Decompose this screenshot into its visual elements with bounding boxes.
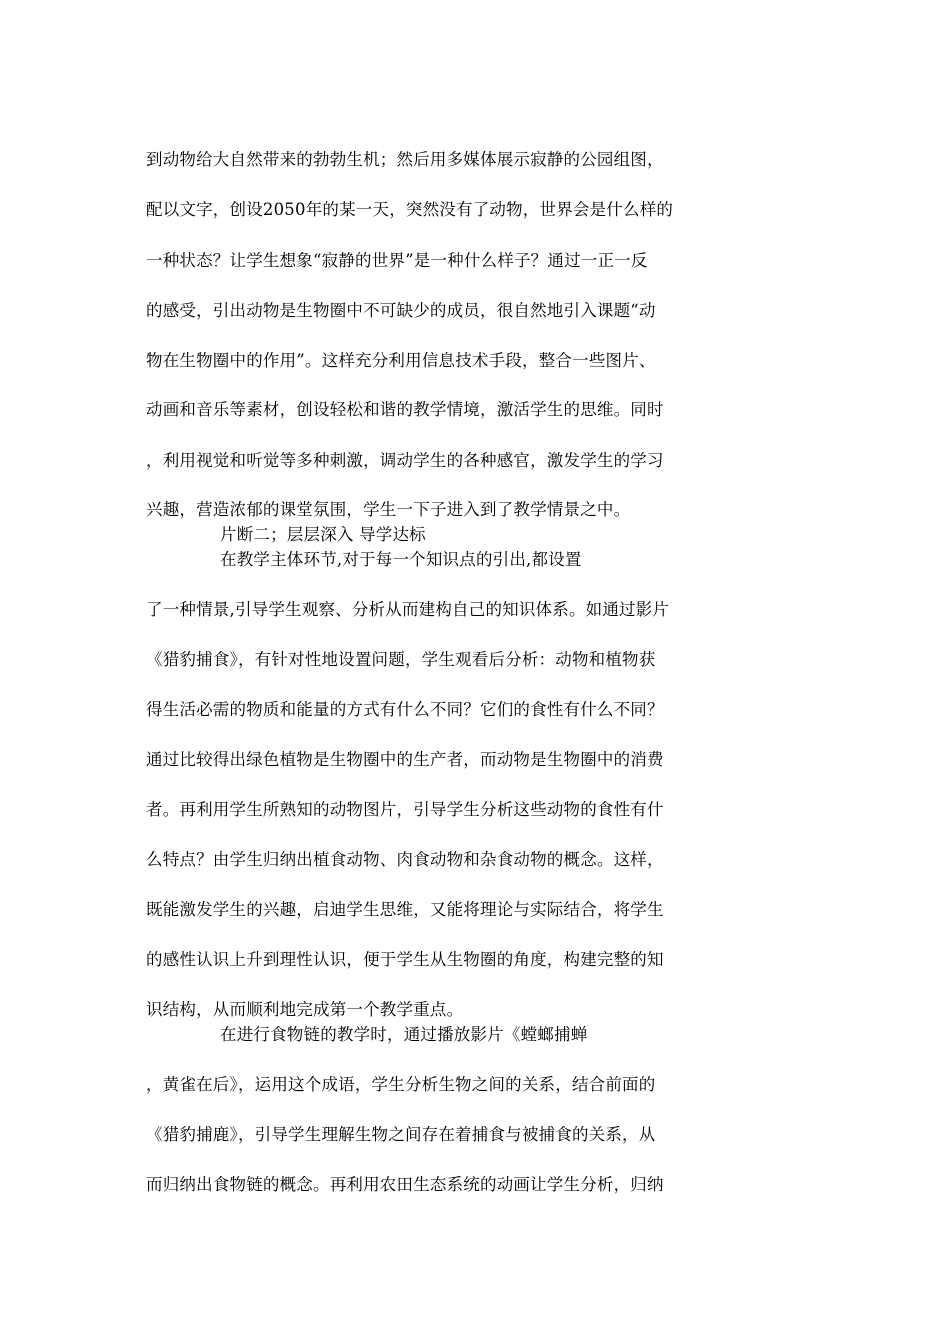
text-line: 动画和音乐等素材，创设轻松和谐的教学情境，激活学生的思维。同时 — [146, 400, 664, 419]
section-heading: 片断二；层层深入 导学达标 — [220, 525, 426, 544]
text-line: 识结构，从而顺利地完成第一个教学重点。 — [146, 1000, 464, 1019]
text-line: 者。再利用学生所熟知的动物图片，引导学生分析这些动物的食性有什 — [146, 800, 664, 819]
text-line: 了一种情景,引导学生观察、分析从而建构自己的知识体系。如通过影片 — [146, 600, 670, 619]
text-line: 《猎豹捕鹿》，引导学生理解生物之间存在着捕食与被捕食的关系，从 — [146, 1125, 656, 1144]
text-line: ，利用视觉和听觉等多种刺激，调动学生的各种感官，激发学生的学习 — [146, 451, 664, 470]
text-line: 而归纳出食物链的概念。再利用农田生态系统的动画让学生分析，归纳 — [146, 1175, 664, 1194]
text-line: 通过比较得出绿色植物是生物圈中的生产者，而动物是生物圈中的消费 — [146, 750, 664, 769]
text-line: ，黄雀在后》，运用这个成语，学生分析生物之间的关系，结合前面的 — [146, 1075, 656, 1094]
text-line: 在进行食物链的教学时，通过播放影片《螳螂捕蝉 — [220, 1025, 588, 1044]
text-line: 得生活必需的物质和能量的方式有什么不同？它们的食性有什么不同？ — [146, 700, 664, 719]
text-line: 物在生物圈中的作用”。这样充分利用信息技术手段，整合一些图片、 — [146, 351, 656, 370]
text-line: 兴趣，营造浓郁的课堂氛围，学生一下子进入到了教学情景之中。 — [146, 500, 631, 519]
text-line: 的感性认识上升到理性认识，便于学生从生物圈的角度，构建完整的知 — [146, 950, 664, 969]
text-line: 在教学主体环节,对于每一个知识点的引出,都设置 — [220, 550, 582, 569]
text-line: 么特点？由学生归纳出植食动物、肉食动物和杂食动物的概念。这样， — [146, 850, 664, 869]
text-line: 《猎豹捕食》，有针对性地设置问题，学生观看后分析：动物和植物获 — [146, 650, 656, 669]
text-line: 的感受，引出动物是生物圈中不可缺少的成员，很自然地引入课题“动 — [146, 301, 656, 320]
text-line: 到动物给大自然带来的勃勃生机；然后用多媒体展示寂静的公园组图， — [146, 150, 664, 169]
text-line: 配以文字，创设2050年的某一天，突然没有了动物，世界会是什么样的 — [146, 200, 674, 219]
text-line: 既能激发学生的兴趣，启迪学生思维，又能将理论与实际结合，将学生 — [146, 900, 664, 919]
text-line: 一种状态？让学生想象“寂静的世界”是一种什么样子？通过一正一反 — [146, 251, 648, 270]
